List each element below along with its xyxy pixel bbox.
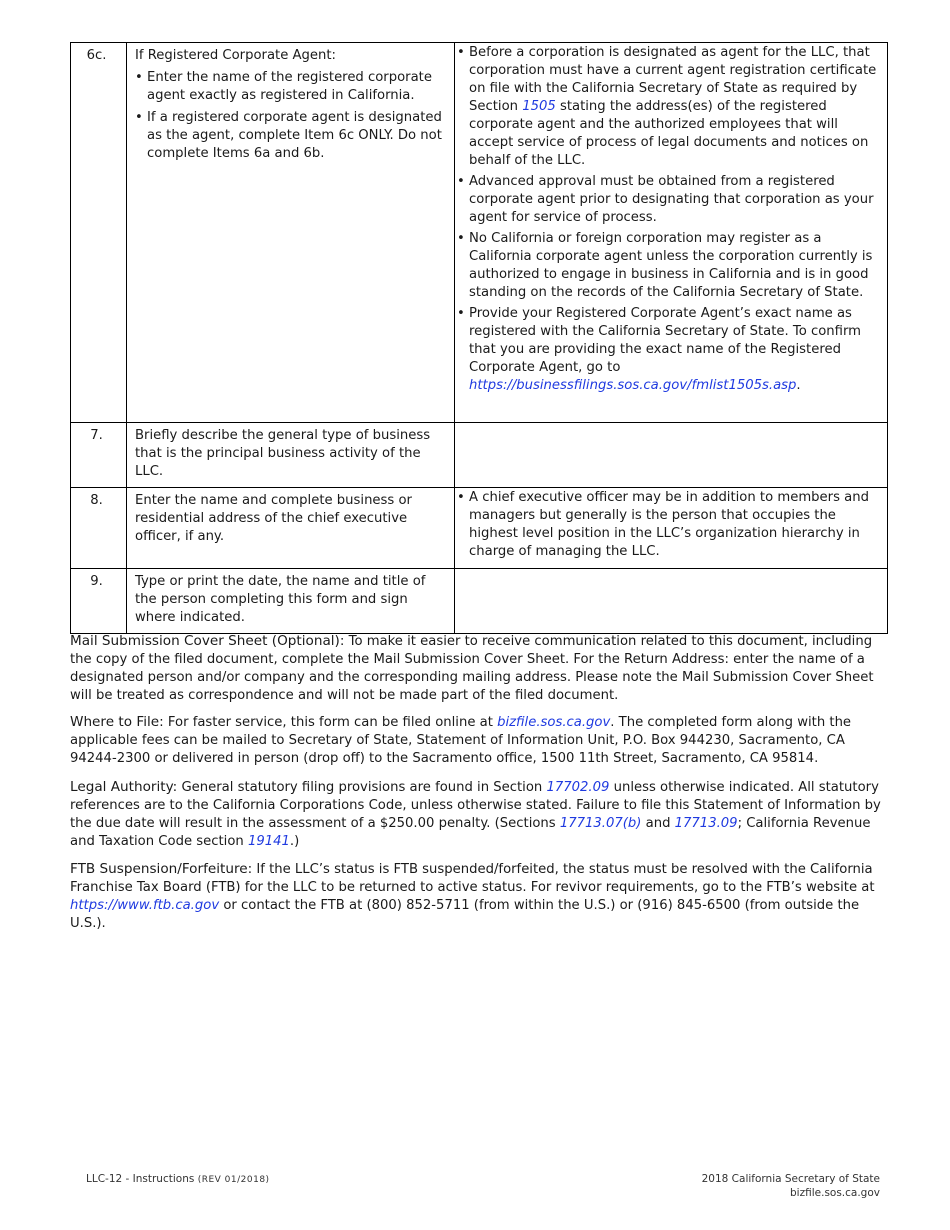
table-row <box>71 488 888 569</box>
section-17713-09-link[interactable]: 17713.09 <box>674 816 738 831</box>
item-description: Enter the name and complete business or residential address of the chief executive officer, if any. <box>135 493 412 544</box>
item-number: 9. <box>90 574 103 589</box>
section-17702-09-link[interactable]: 17702.09 <box>546 780 610 795</box>
item-number: 6c. <box>86 48 107 63</box>
list-item: • Provide your Registered Corporate Agent’s exact name as registered with the California Secretary of State. To confirm that you are providing the exact name of the Registered Corporate Agent, go to https://businessfilings.sos.ca.gov/fmlist1505s.asp. <box>457 305 879 395</box>
mail-cover-sheet-paragraph: Mail Submission Cover Sheet (Optional): To make it easier to receive communication related to this document, including the copy of the filed document, complete the Mail Submission Cover Sheet. For the Return Address: enter the name of a designated person and/or company and the corresponding mailing address. Please note the Mail Submission Cover Sheet will be treated as correspondence and will not be made part of the filed document. <box>70 633 874 703</box>
list-item: • Before a corporation is designated as agent for the LLC, that corporation must have a current agent registration certificate on file with the California Secretary of State as required by Section 1505 stating the address(es) of the registered corporate agent and the authorized employees that will accept service of process of legal documents and notices on behalf of the LLC. <box>457 44 879 170</box>
item-number: 7. <box>90 428 103 443</box>
list-item: • No California or foreign corporation may register as a California corporate agent unless the corporation currently is authorized to engage in business in California and is in good standing on the records of the California Secretary of State. <box>457 230 879 302</box>
item-title: If Registered Corporate Agent: <box>135 48 336 63</box>
table-row <box>71 569 888 634</box>
section-1505-link[interactable]: 1505 <box>522 99 556 114</box>
mail-heading: Mail Submission Cover Sheet (Optional): <box>70 633 345 649</box>
where-heading: Where to File: <box>70 714 164 730</box>
list-item: • Enter the name of the registered corporate agent exactly as registered in California. <box>135 69 446 105</box>
legal-authority-paragraph: Legal Authority: General statutory filing provisions are found in Section 17702.09 unless otherwise indicated. All statutory references are to the California Corporations Code, unless otherwise stated. Failure to file this Statement of Information by the due date will result in the assessment of a $250.00 penalty. (Sections 17713.07(b) and 17713.09; California Revenue and Taxation Code section 19141.) <box>70 779 881 849</box>
instructions-table <box>70 42 888 634</box>
ftb-suspension-paragraph: FTB Suspension/Forfeiture: If the LLC’s status is FTB suspended/forfeited, the status must be resolved with the California Franchise Tax Board (FTB) for the LLC to be returned to active status. For revivor requirements, go to the FTB’s website at https://www.ftb.ca.gov or contact the FTB at (800) 852-5711 (from within the U.S.) or (916) 845-6500 (from outside the U.S.). <box>70 861 875 931</box>
section-17713-07b-link[interactable]: 17713.07(b) <box>559 816 642 831</box>
businessfilings-link[interactable]: https://businessfilings.sos.ca.gov/fmlist1505s.asp <box>469 378 797 393</box>
table-row <box>71 43 888 423</box>
bizfile-link[interactable]: bizfile.sos.ca.gov <box>497 715 611 730</box>
note-bullet-list <box>457 44 879 395</box>
item-number: 8. <box>90 493 103 508</box>
ftb-heading: FTB Suspension/Forfeiture: <box>70 861 253 877</box>
list-item: • Advanced approval must be obtained from a registered corporate agent prior to designating that corporation as your agent for service of process. <box>457 173 879 227</box>
item-description: Briefly describe the general type of business that is the principal business activity of the LLC. <box>135 428 431 479</box>
item-description: Type or print the date, the name and title of the person completing this form and sign where indicated. <box>135 574 426 625</box>
footer-form-id: LLC-12 - Instructions (REV 01/2018) <box>86 1173 270 1185</box>
section-19141-link[interactable]: 19141 <box>247 834 290 849</box>
legal-heading: Legal Authority: <box>70 779 178 795</box>
item-bullet-list <box>135 69 446 163</box>
table-row <box>71 423 888 488</box>
list-item: • A chief executive officer may be in addition to members and managers but generally is the person that occupies the highest level position in the LLC’s organization hierarchy in charge of managing the LLC. <box>457 489 879 561</box>
footer-site: bizfile.sos.ca.gov <box>790 1187 880 1199</box>
list-item: • If a registered corporate agent is designated as the agent, complete Item 6c ONLY. Do not complete Items 6a and 6b. <box>135 109 446 163</box>
ftb-website-link[interactable]: https://www.ftb.ca.gov <box>70 898 220 913</box>
where-to-file-paragraph: Where to File: For faster service, this form can be filed online at bizfile.sos.ca.gov. The completed form along with the applicable fees can be mailed to Secretary of State, Statement of Information Unit, P.O. Box 944230, Sacramento, CA 94244-2300 or delivered in person (drop off) to the Sacramento office, 1500 11th Street, Sacramento, CA 95814. <box>70 714 852 766</box>
footer-copyright: 2018 California Secretary of State bizfile.sos.ca.gov <box>701 1173 880 1199</box>
